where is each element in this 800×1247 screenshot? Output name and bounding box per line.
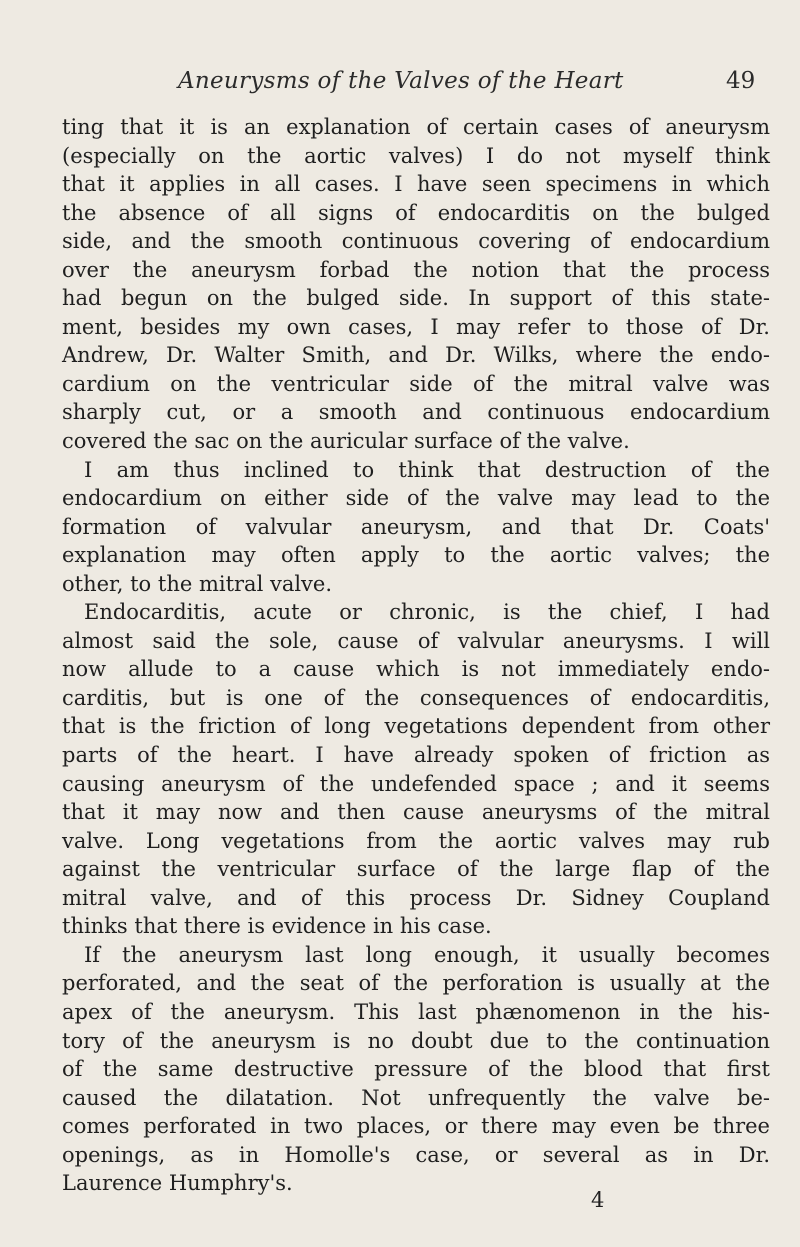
text-line: side, and the smooth continuous covering of endocardium [62,229,770,254]
text-line: ting that it is an explanation of certain cases of aneurysm [62,115,770,139]
text-line: covered the sac on the auricular surface of the valve. [62,429,630,454]
text-line: causing aneurysm of the undefended space ; and it seems [62,771,770,796]
text-line: against the ventricular surface of the large flap of the [62,857,770,882]
signature-mark: 4 [591,1188,605,1212]
text-line: almost said the sole, cause of valvular aneurysms. I will [62,628,770,653]
text-line: openings, as in Homolle's case, or several as in Dr. [62,1142,770,1167]
text-line: (especially on the aortic valves) I do not myself think [62,143,770,168]
text-line: that is the friction of long vegetations dependent from other [62,714,770,739]
text-line: the absence of all signs of endocarditis on the bulged [62,200,770,225]
text-line: Endocarditis, acute or chronic, is the chief, I had [84,600,770,625]
text-line: sharply cut, or a smooth and continuous endocardium [62,400,770,425]
text-line: carditis, but is one of the consequences of endocarditis, [62,685,770,710]
text-line: Laurence Humphry's. [62,1171,293,1196]
running-head: Aneurysms of the Valves of the Heart [178,68,624,94]
text-line: cardium on the ventricular side of the mitral valve was [62,371,770,396]
text-line: over the aneurysm forbad the notion that the process [62,257,770,282]
text-line: other, to the mitral valve. [62,571,333,596]
text-line: Andrew, Dr. Walter Smith, and Dr. Wilks, where the endo- [62,343,770,368]
text-line: parts of the heart. I have already spoken of friction as [62,743,770,768]
text-line: caused the dilatation. Not unfrequently the valve be- [62,1085,770,1110]
text-line: had begun on the bulged side. In support of this state- [62,286,770,311]
text-line: apex of the aneurysm. This last phænomenon in the his- [62,999,770,1024]
text-line: that it applies in all cases. I have seen specimens in which [62,172,770,197]
text-line: I am thus inclined to think that destruction of the [84,457,770,482]
text-line: perforated, and the seat of the perforation is usually at the [62,971,770,996]
page-number: 49 [726,68,756,94]
text-line: now allude to a cause which is not immediately endo- [62,657,770,682]
text-line: that it may now and then cause aneurysms of the mitral [62,800,770,825]
body-text [62,113,770,1198]
text-line: explanation may often apply to the aortic valves; the [62,543,770,568]
text-line: If the aneurysm last long enough, it usually becomes [84,942,770,967]
text-line: formation of valvular aneurysm, and that Dr. Coats' [62,514,770,539]
text-line: thinks that there is evidence in his case. [62,914,492,939]
text-line: valve. Long vegetations from the aortic valves may rub [62,828,770,853]
text-line: endocardium on either side of the valve may lead to the [62,486,770,511]
text-line: tory of the aneurysm is no doubt due to the continuation [62,1028,770,1053]
text-line: mitral valve, and of this process Dr. Sidney Coupland [62,885,770,910]
text-line: comes perforated in two places, or there may even be three [62,1114,770,1139]
text-line: of the same destructive pressure of the blood that first [62,1057,770,1082]
text-line: ment, besides my own cases, I may refer to those of Dr. [62,314,770,339]
